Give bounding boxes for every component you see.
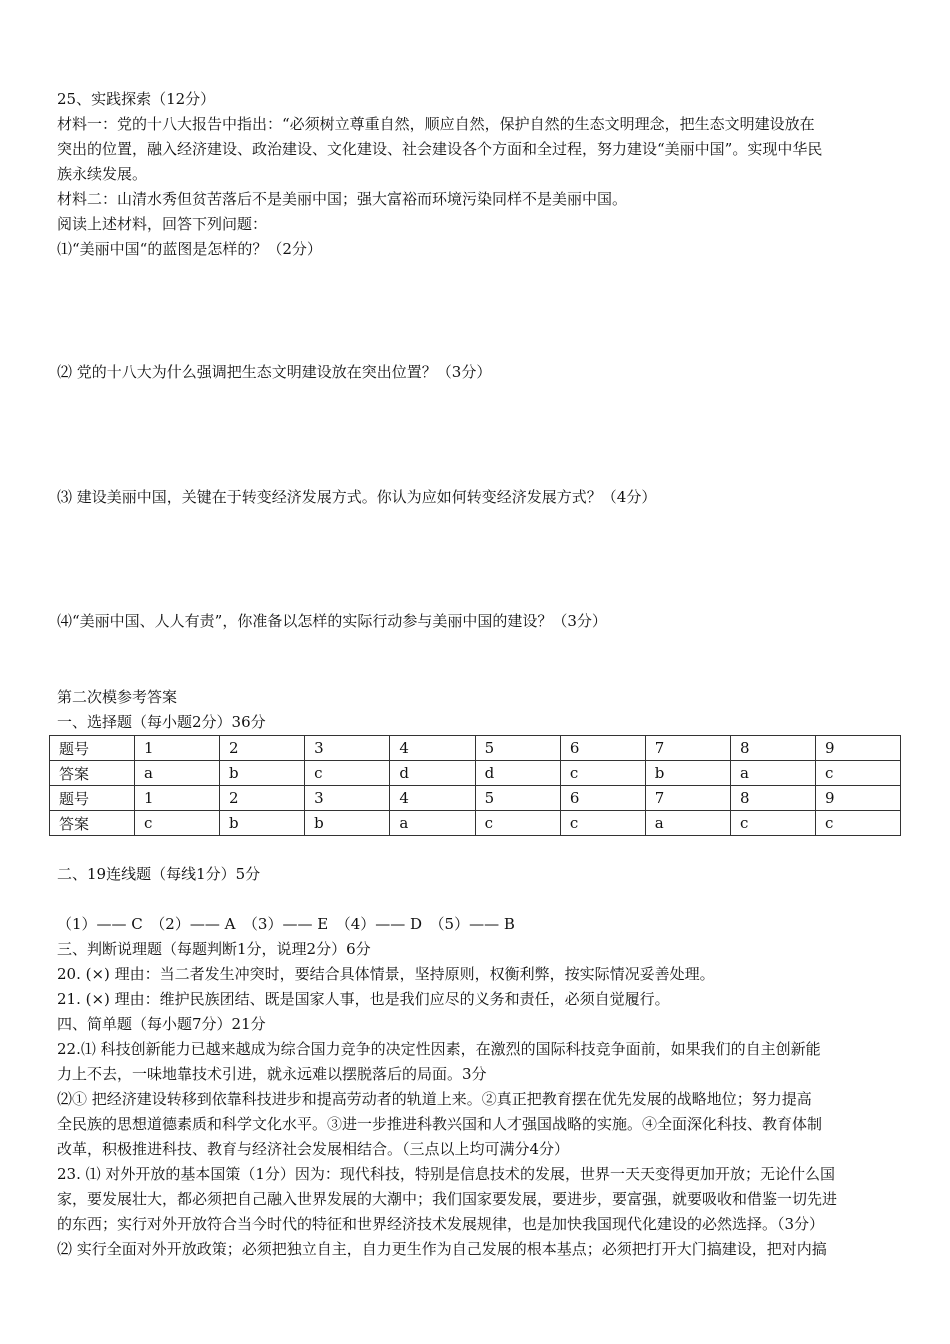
table-cell: b xyxy=(645,761,730,786)
table-cell: c xyxy=(815,761,900,786)
table-cell: c xyxy=(475,811,560,836)
matching-answers: （1）—— C （2）—— A （3）—— E （4）—— D （5）—— B xyxy=(57,915,515,933)
table-cell: 8 xyxy=(731,736,816,761)
answer-20: 20. (×) 理由：当二者发生冲突时，要结合具体情景，坚持原则，权衡利弊，按实际情况妥善处理。 xyxy=(57,965,715,983)
table-row xyxy=(50,736,901,761)
table-cell: a xyxy=(731,761,816,786)
table-cell: d xyxy=(390,761,475,786)
table-cell: c xyxy=(305,761,390,786)
table-cell: 4 xyxy=(390,786,475,811)
table-row-header-cell: 答案 xyxy=(50,761,135,786)
table-cell: 3 xyxy=(305,736,390,761)
answer-22-1-line-1: 22.⑴ 科技创新能力已越来越成为综合国力竞争的决定性因素，在激烈的国际科技竞争面前，如果我们的自主创新能 xyxy=(57,1040,821,1058)
table-cell: 1 xyxy=(135,786,220,811)
sub-question-2: ⑵ 党的十八大为什么强调把生态文明建设放在突出位置？（3分） xyxy=(57,363,492,381)
table-cell: b xyxy=(305,811,390,836)
table-cell: a xyxy=(645,811,730,836)
answer-23-1-line-3: 的东西；实行对外开放符合当今时代的特征和世界经济技术发展规律，也是加快我国现代化建设的必然选择。（3分） xyxy=(57,1215,825,1233)
table-cell: 9 xyxy=(815,736,900,761)
sub-question-4-block xyxy=(57,609,897,634)
table-cell: 8 xyxy=(731,786,816,811)
table-cell: 5 xyxy=(475,736,560,761)
table-cell: a xyxy=(390,811,475,836)
table-cell: c xyxy=(731,811,816,836)
table-cell: 6 xyxy=(560,786,645,811)
table-cell: 2 xyxy=(219,786,304,811)
sub-question-3: ⑶ 建设美丽中国，关键在于转变经济发展方式。你认为应如何转变经济发展方式？（4分） xyxy=(57,488,657,506)
table-row xyxy=(50,761,901,786)
answer-22-2-line-1: ⑵① 把经济建设转移到依靠科技进步和提高劳动者的轨道上来。②真正把教育摆在优先发展的战略地位；努力提高 xyxy=(57,1090,812,1108)
answer-key-heading-block xyxy=(57,685,897,735)
material-1-line-2: 突出的位置，融入经济建设、政治建设、文化建设、社会建设各个方面和全过程，努力建设“美丽中国”。实现中华民 xyxy=(57,140,823,158)
material-1-line-1: 材料一：党的十八大报告中指出：“必须树立尊重自然，顺应自然，保护自然的生态文明理念，把生态文明建设放在 xyxy=(57,115,815,133)
sub-question-2-block xyxy=(57,360,897,385)
table-row-header-cell: 答案 xyxy=(50,811,135,836)
answer-22-2-line-3: 改革，积极推进科技、教育与经济社会发展相结合。（三点以上均可满分4分） xyxy=(57,1140,570,1158)
choice-answer-table xyxy=(49,735,901,836)
table-cell: c xyxy=(560,811,645,836)
table-cell: 7 xyxy=(645,786,730,811)
table-row xyxy=(50,786,901,811)
table-cell: 6 xyxy=(560,736,645,761)
answer-22-2-line-2: 全民族的思想道德素质和科学文化水平。③进一步推进科教兴国和人才强国战略的实施。④全面深化科技、教育体制 xyxy=(57,1115,823,1133)
table-row-header-cell: 题号 xyxy=(50,786,135,811)
answers-rest-block xyxy=(57,912,897,1262)
table-cell: b xyxy=(219,811,304,836)
table-row-header-cell: 题号 xyxy=(50,736,135,761)
section-1-heading: 一、选择题（每小题2分）36分 xyxy=(57,713,266,731)
table-cell: 9 xyxy=(815,786,900,811)
table-cell: 5 xyxy=(475,786,560,811)
table-cell: 2 xyxy=(219,736,304,761)
table-cell: 1 xyxy=(135,736,220,761)
answer-21: 21. (×) 理由：维护民族团结、既是国家人事，也是我们应尽的义务和责任，必须自觉履行。 xyxy=(57,990,670,1008)
reading-prompt: 阅读上述材料，回答下列问题： xyxy=(57,215,268,233)
answer-23-1-line-2: 家，要发展壮大，都必须把自己融入世界发展的大潮中；我们国家要发展，要进步，要富强，就要吸收和借鉴一切先进 xyxy=(57,1190,838,1208)
table-cell: c xyxy=(560,761,645,786)
table-cell: 7 xyxy=(645,736,730,761)
table-cell: 4 xyxy=(390,736,475,761)
material-1-line-3: 族永续发展。 xyxy=(57,165,148,183)
sub-question-1: ⑴“美丽中国“的蓝图是怎样的？（2分） xyxy=(57,240,322,258)
section-2-heading: 二、19连线题（每线1分）5分 xyxy=(57,865,261,883)
table-cell: b xyxy=(219,761,304,786)
question-25-block xyxy=(57,87,897,262)
table-cell: 3 xyxy=(305,786,390,811)
sub-question-3-block xyxy=(57,485,897,510)
sub-question-4: ⑷“美丽中国、人人有责”，你准备以怎样的实际行动参与美丽中国的建设？（3分） xyxy=(57,612,607,630)
table-cell: c xyxy=(815,811,900,836)
table-cell: c xyxy=(135,811,220,836)
answer-key-heading: 第二次模参考答案 xyxy=(57,688,178,706)
table-cell: a xyxy=(135,761,220,786)
answer-23-2-line-1: ⑵ 实行全面对外开放政策；必须把独立自主，自力更生作为自己发展的根本基点；必须把打开大门搞建设，把对内搞 xyxy=(57,1240,827,1258)
question-25-title: 25、实践探索（12分） xyxy=(57,90,216,108)
section-2-block xyxy=(57,862,897,887)
answer-22-1-line-2: 力上不去，一味地靠技术引进，就永远难以摆脱落后的局面。3分 xyxy=(57,1065,487,1083)
section-4-heading: 四、简单题（每小题7分）21分 xyxy=(57,1015,266,1033)
table-cell: d xyxy=(475,761,560,786)
section-3-heading: 三、判断说理题（每题判断1分，说理2分）6分 xyxy=(57,940,371,958)
table-row xyxy=(50,811,901,836)
answer-23-1-line-1: 23. ⑴ 对外开放的基本国策（1分）因为：现代科技，特别是信息技术的发展，世界一天天变得更加开放；无论什么国 xyxy=(57,1165,835,1183)
material-2: 材料二：山清水秀但贫苦落后不是美丽中国；强大富裕而环境污染同样不是美丽中国。 xyxy=(57,190,628,208)
